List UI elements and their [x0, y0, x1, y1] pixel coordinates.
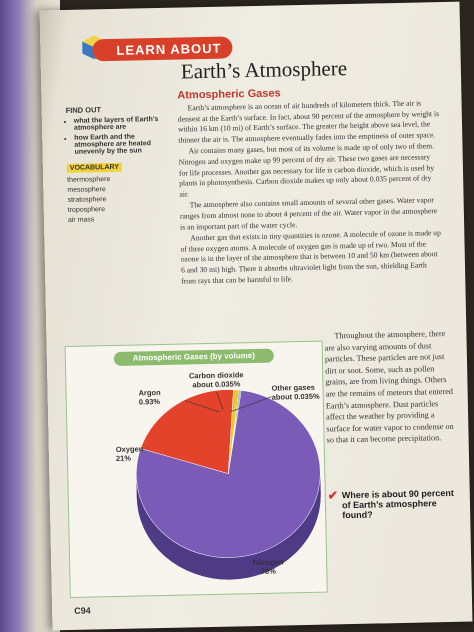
pie-label-argon: Argon — [138, 388, 161, 398]
find-out-list — [66, 116, 177, 156]
pie-label-nitrogen: Nitrogen — [252, 557, 284, 568]
pie-label-carbon-dioxide: Carbon dioxide — [188, 370, 244, 381]
find-out-item: • what the layers of Earth’s atmosphere are — [74, 116, 176, 132]
checkmark-icon: ✔ — [327, 488, 338, 503]
vocab-term: mesosphere — [67, 186, 106, 194]
check-question — [328, 488, 457, 521]
page-number: C94 — [74, 605, 91, 616]
pie-label-argon: 0.93% — [138, 397, 161, 407]
pie-label-other-gases: Other gases — [271, 382, 315, 393]
vocabulary-list — [67, 162, 178, 224]
section-heading: Atmospheric Gases — [177, 87, 281, 102]
pie-label-other-gases: about 0.035% — [271, 391, 320, 402]
pie-chart — [66, 342, 327, 597]
vocab-term: air mass — [67, 216, 95, 224]
pie-label-nitrogen: 78% — [260, 566, 276, 576]
learn-about-banner — [92, 36, 232, 61]
vocab-term: troposphere — [67, 206, 106, 214]
vocab-term: thermosphere — [67, 176, 111, 184]
find-out-item: • how Earth and the atmosphere are heated unevenly by the sun — [74, 133, 176, 156]
paragraph: Another gas that exists in tiny quantities is ozone. A molecule of ozone is made up of three oxygen atoms. A molecule of oxygen gas is made up of two. Most of the ozone is in the layer of the atmosphere that is between 10 and 50 km (between about 6 and 30 mi) high. There it absorbs ultraviolet light from the sun, shielding Earth from rays that can be harmful to life. — [180, 228, 441, 286]
body-text — [178, 98, 444, 288]
sidebar — [66, 104, 179, 227]
vocab-term: stratosphere — [67, 196, 107, 204]
paragraph: Earth’s atmosphere is an ocean of air hundreds of kilometers thick. The air is densest at the Earth’s surface. In fact, about 90 percent of the atmosphere by weight is within 16 km (10 mi) of Earth’s surface. The greater the height above sea level, the thinner the air is. The atmosphere eventually fades into the emptiness of outer space. — [177, 98, 440, 145]
pie-label-oxygen: Oxygen — [115, 444, 144, 454]
vocabulary-heading: VOCABULARY — [67, 163, 122, 173]
chart-title: Atmospheric Gases (by volume) — [114, 349, 274, 366]
pie-chart-box — [65, 341, 328, 598]
pie-label-oxygen: 21% — [115, 453, 132, 463]
question-text: Where is about 90 percent of Earth’s atmosphere found? — [341, 487, 454, 521]
paragraph: The atmosphere also contains small amounts of several other gases. Water vapor ranges from almost none to about 4 percent of the air. Water vapor in the atmosphere is an important part of the water cycle. — [179, 195, 438, 232]
right-column-text — [324, 328, 454, 447]
banner-label: LEARN ABOUT — [116, 40, 222, 58]
textbook-page — [40, 2, 473, 631]
page-title: Earth’s Atmosphere — [180, 56, 348, 84]
pie-label-carbon-dioxide: about 0.035% — [192, 379, 241, 390]
find-out-heading: FIND OUT — [65, 105, 102, 115]
paragraph: Throughout the atmosphere, there are also varying amounts of dust particles. These particles are not just dirt or soot. Some, such as pollen grains, are from living things. Others are the remains of meteors that entered Earth’s atmosphere. Dust particles affect the weather by providing a surface for water vapor to condense on so that it can become precipitation. — [324, 329, 454, 445]
paragraph: Air contains many gases, but most of its volume is made up of only two of them. Nitrogen and oxygen make up 99 percent of dry air. These two gases are necessary for life processes. Another gas necessary for life is carbon dioxide, which is used by plants in photosynthesis. Carbon dioxide makes up only about 0.035 percent of dry air. — [178, 141, 435, 199]
